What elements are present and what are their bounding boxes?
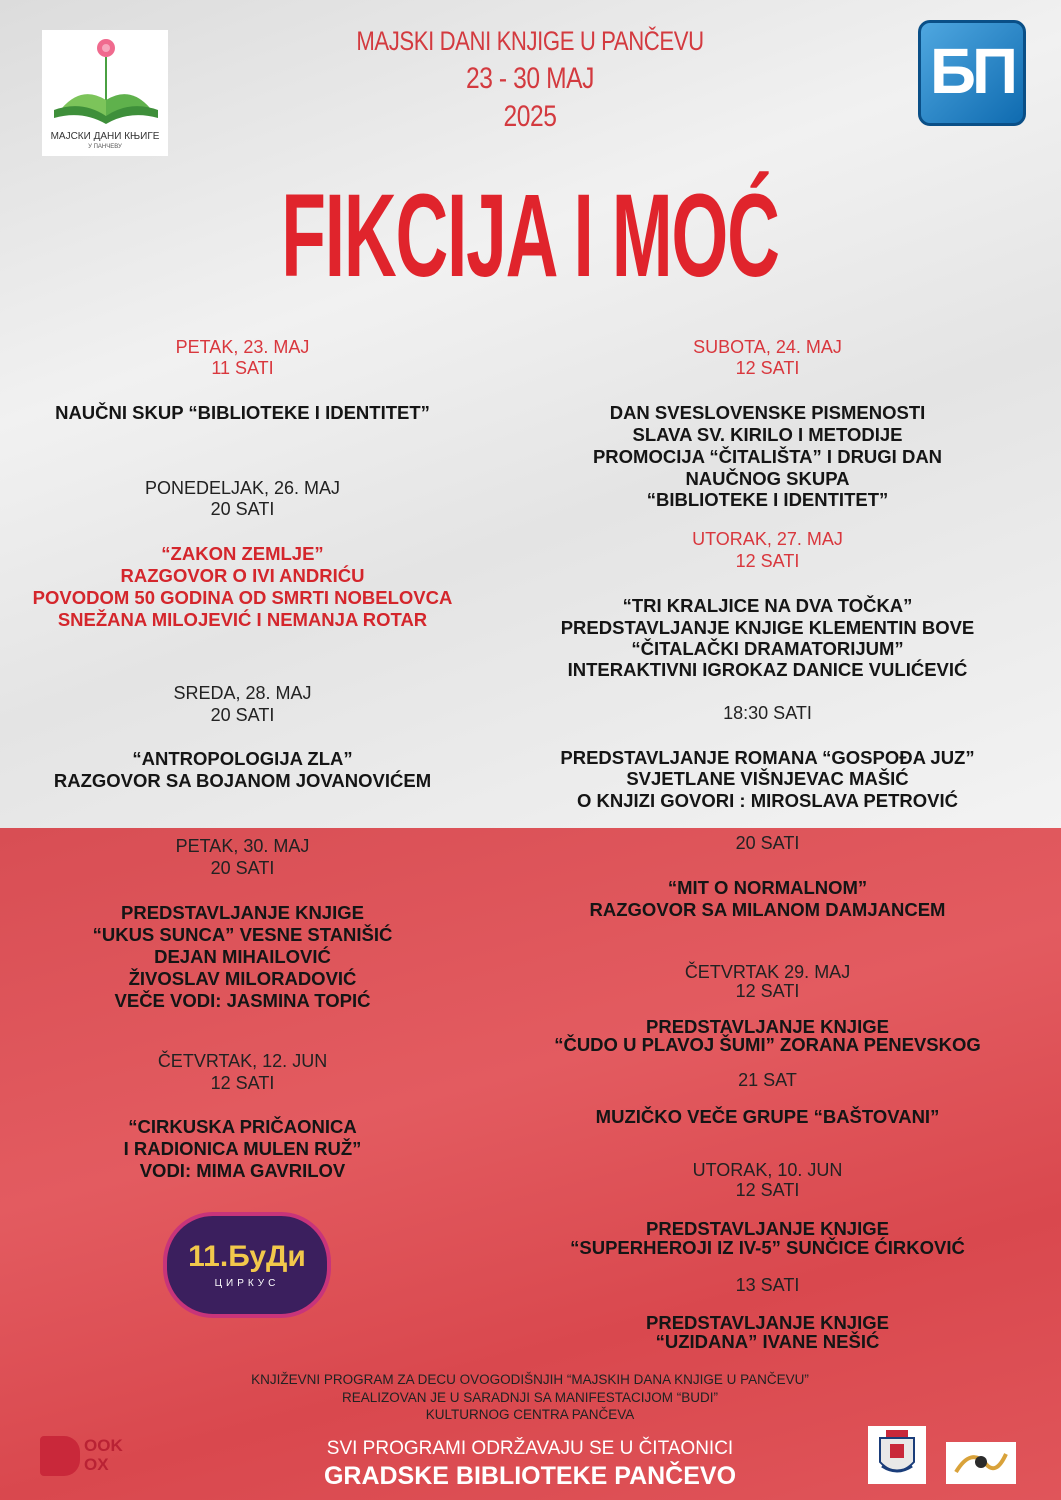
festival-logo-text: МАЈСКИ ДАНИ КЊИГЕ xyxy=(50,131,160,142)
event-time: 11 SATI xyxy=(211,358,274,378)
budi-logo-text: 11.БуДи xyxy=(188,1240,306,1273)
event-line: “ANTROPOLOGIJA ZLA” xyxy=(132,748,353,769)
event-date: PONEDELJAK, 26. MAJ xyxy=(144,478,341,498)
event-line: RAZGOVOR O IVI ANDRIĆU xyxy=(120,565,365,586)
festival-year: 2025 xyxy=(503,100,557,133)
event-line: “ČUDO U PLAVOJ ŠUMI” ZORANA PENEVSKOG xyxy=(554,1034,981,1055)
event-date: ČETVRTAK, 12. JUN xyxy=(157,1051,328,1071)
city-coat-of-arms-logo xyxy=(868,1426,926,1484)
event-time: 18:30 SATI xyxy=(723,703,812,723)
cultural-center-icon xyxy=(946,1442,1016,1484)
event-date: SUBOTA, 24. MAJ xyxy=(693,337,842,357)
event-line: VEČE VODI: JASMINA TOPIĆ xyxy=(114,990,371,1011)
festival-logo xyxy=(42,30,168,156)
event-time: 20 SATI xyxy=(210,858,275,878)
event-time: 13 SATI xyxy=(735,1275,800,1295)
event-line: POVODOM 50 GODINA OD SMRTI NOBELOVCA xyxy=(32,587,453,608)
book-flower-icon xyxy=(42,30,168,130)
event-line: “UZIDANA” IVANE NEŠIĆ xyxy=(655,1331,880,1352)
budi-logo xyxy=(163,1212,331,1318)
footer-library: GRADSKE BIBLIOTEKE PANČEVO xyxy=(323,1462,737,1490)
event-line: PROMOCIJA “ČITALIŠTA” I DRUGI DAN xyxy=(592,446,943,467)
festival-dates: 23 - 30 MAJ xyxy=(465,62,595,95)
coat-of-arms-icon xyxy=(868,1426,926,1484)
event-line: “CIRKUSKA PRIČAONICA xyxy=(128,1116,357,1137)
footer-venue: SVI PROGRAMI ODRŽAVAJU SE U ČITAONICI xyxy=(326,1438,734,1459)
footer-note: KNJIŽEVNI PROGRAM ZA DECU OVOGODIŠNJIH “MAJSKIH DANA KNJIGE U PANČEVU” xyxy=(251,1372,809,1387)
page-title: FIKCIJA I MOĆ xyxy=(281,170,779,302)
budi-logo-sub: ЦИРКУС xyxy=(214,1278,280,1289)
event-line: PREDSTAVLJANJE KNJIGE xyxy=(121,902,364,923)
event-time: 20 SATI xyxy=(735,833,800,853)
event-line: “ZAKON ZEMLJE” xyxy=(161,543,324,564)
event-line: RAZGOVOR SA MILANOM DAMJANCEM xyxy=(589,899,946,920)
event-line: PREDSTAVLJANJE KNJIGE xyxy=(646,1218,889,1239)
event-date: UTORAK, 10. JUN xyxy=(692,1160,843,1180)
event-date: UTORAK, 27. MAJ xyxy=(692,529,843,549)
event-line: PREDSTAVLJANJE KNJIGE xyxy=(646,1312,889,1333)
event-date: SREDA, 28. MAJ xyxy=(173,683,312,703)
event-time: 21 SAT xyxy=(738,1070,797,1090)
event-line: PREDSTAVLJANJE KNJIGE KLEMENTIN BOVE xyxy=(560,617,975,638)
festival-name: MAJSKI DANI KNJIGE U PANČEVU xyxy=(356,26,704,56)
event-line: “ČITALAČKI DRAMATORIJUM” xyxy=(631,638,904,659)
event-line: NAUČNOG SKUPA xyxy=(685,468,850,489)
event-line: I RADIONICA MULEN RUŽ” xyxy=(123,1138,362,1159)
event-line: MUZIČKO VEČE GRUPE “BAŠTOVANI” xyxy=(595,1106,940,1127)
event-line: RAZGOVOR SA BOJANOM JOVANOVIĆEM xyxy=(53,770,432,791)
bookbox-logo xyxy=(40,1434,145,1478)
library-logo-text: БП xyxy=(930,35,1014,107)
event-time: 20 SATI xyxy=(210,499,275,519)
event-line: “TRI KRALJICE NA DVA TOČKA” xyxy=(622,595,913,616)
footer-note: KULTURNOG CENTRA PANČEVA xyxy=(425,1407,635,1422)
bookbox-b-icon xyxy=(40,1436,80,1476)
event-time: 12 SATI xyxy=(735,551,800,571)
event-line: DEJAN MIHAILOVIĆ xyxy=(154,946,331,967)
bookbox-logo-text: OOK OX xyxy=(84,1436,123,1474)
event-time: 20 SATI xyxy=(210,705,275,725)
event-line: ŽIVOSLAV MILORADOVIĆ xyxy=(128,968,357,989)
event-time: 12 SATI xyxy=(735,358,800,378)
event-line: O KNJIZI GOVORI : MIROSLAVA PETROVIĆ xyxy=(577,790,958,811)
event-line: PREDSTAVLJANJE KNJIGE xyxy=(646,1016,889,1037)
festival-logo-sub: У ПАНЧЕВУ xyxy=(88,144,122,150)
cultural-center-logo xyxy=(946,1442,1016,1484)
footer-note: REALIZOVAN JE U SARADNJI SA MANIFESTACIJOM “BUDI” xyxy=(341,1390,719,1405)
event-line: DAN SVESLOVENSKE PISMENOSTI xyxy=(609,402,926,423)
event-time: 12 SATI xyxy=(210,1073,275,1093)
event-line: VODI: MIMA GAVRILOV xyxy=(139,1160,346,1181)
event-line: “BIBLIOTEKE I IDENTITET” xyxy=(646,489,889,510)
event-time: 12 SATI xyxy=(735,981,800,1001)
event-time: 12 SATI xyxy=(735,1180,800,1200)
event-line: “UKUS SUNCA” VESNE STANIŠIĆ xyxy=(92,924,393,945)
event-date: ČETVRTAK 29. MAJ xyxy=(684,962,851,982)
event-line: SLAVA SV. KIRILO I METODIJE xyxy=(632,424,903,445)
event-date: PETAK, 23. MAJ xyxy=(175,337,310,357)
library-logo xyxy=(918,20,1026,126)
event-line: SNEŽANA MILOJEVIĆ I NEMANJA ROTAR xyxy=(57,609,428,630)
event-date: PETAK, 30. MAJ xyxy=(175,836,310,856)
event-line: INTERAKTIVNI IGROKAZ DANICE VULIĆEVIĆ xyxy=(567,659,968,680)
event-line: SVJETLANE VIŠNJEVAC MAŠIĆ xyxy=(626,768,909,789)
event-line: “MIT O NORMALNOM” xyxy=(667,877,868,898)
event-line: PREDSTAVLJANJE ROMANA “GOSPOĐA JUZ” xyxy=(560,747,975,768)
event-line: NAUČNI SKUP “BIBLIOTEKE I IDENTITET” xyxy=(55,402,430,423)
event-line: “SUPERHEROJI IZ IV-5” SUNČICE ĆIRKOVIĆ xyxy=(570,1237,965,1258)
